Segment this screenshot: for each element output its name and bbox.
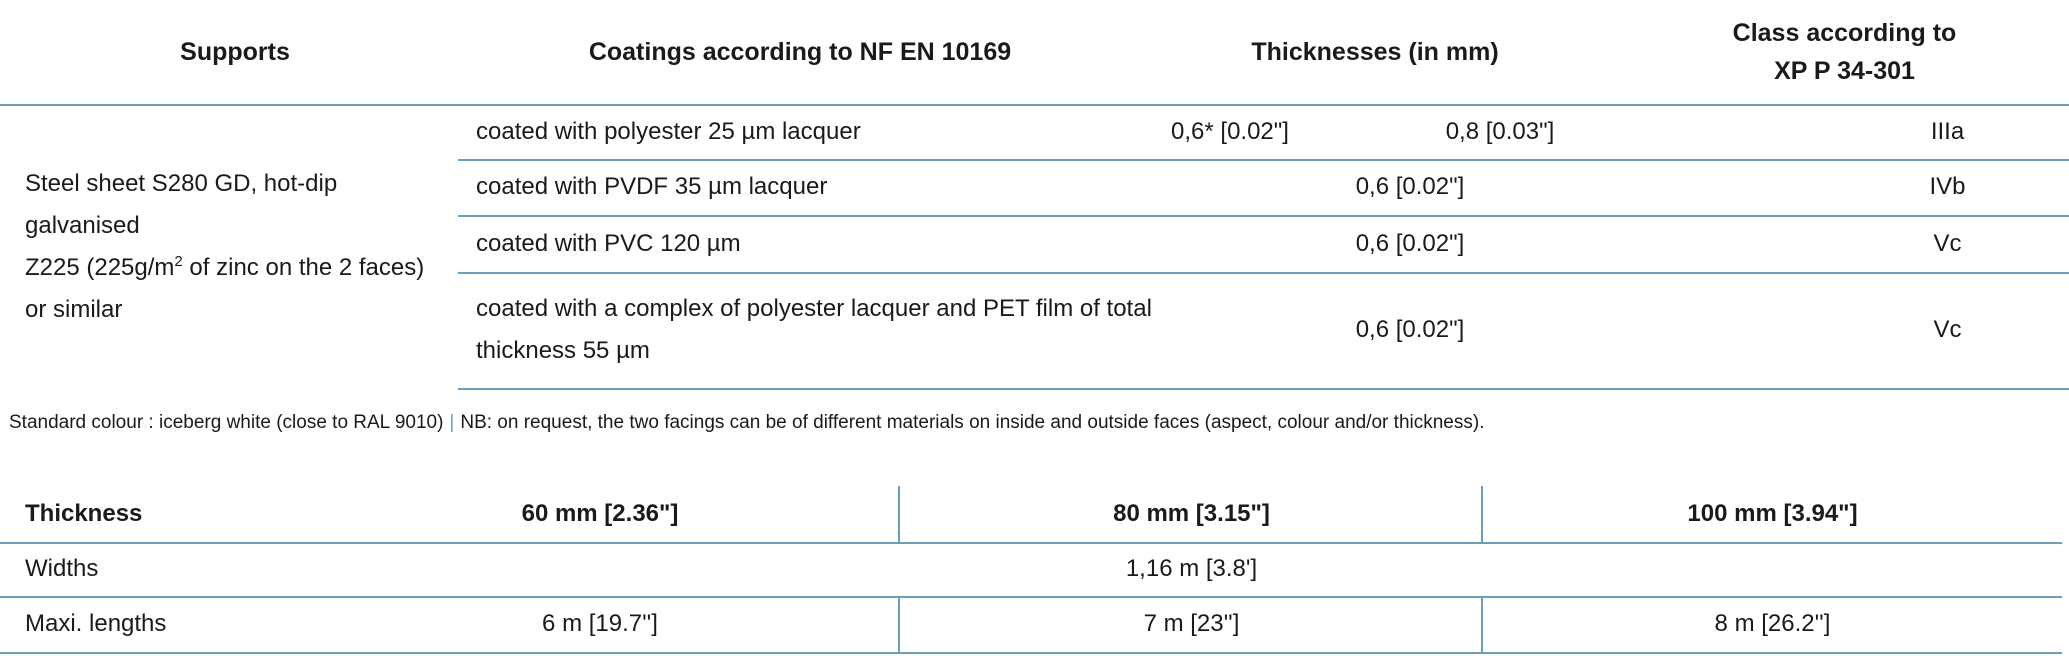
length-60-value: 6 m [19.7''] (542, 610, 658, 637)
header-thicknesses-text: Thicknesses (in mm) (1251, 38, 1499, 66)
lengths-row (0, 596, 2062, 654)
coating-line1: coated with a complex of polyester lacquer and PET film of total (476, 295, 1152, 322)
table-row (458, 159, 2069, 217)
standard-colour-note: Standard colour : iceberg white (close to RAL 9010) (9, 412, 444, 433)
dimensions-table (0, 486, 2069, 669)
support-description (25, 104, 455, 390)
column-divider (1481, 598, 1483, 654)
column-divider (898, 598, 900, 654)
nb-note: NB: on request, the two facings can be of different materials on inside and outside faces (aspect, colour and/or thickness). (460, 412, 1485, 433)
thickness-60-header: 60 mm [2.36"] (521, 500, 679, 527)
coating-line2: thickness 55 µm (476, 337, 650, 364)
support-line3: or similar (25, 296, 123, 323)
header-supports-text: Supports (180, 38, 290, 66)
support-line2 (25, 247, 455, 289)
thickness-label: Thickness (25, 500, 143, 527)
coating-cell (476, 272, 1156, 388)
table-row (458, 215, 2069, 274)
column-divider (1481, 486, 1483, 542)
thickness-80-header: 80 mm [3.15"] (1113, 500, 1270, 527)
widths-label: Widths (25, 555, 99, 582)
coatings-table-body (0, 104, 2069, 390)
lengths-label: Maxi. lengths (25, 610, 167, 637)
widths-value: 1,16 m [3.8'] (1125, 555, 1258, 582)
header-class (1620, 0, 2069, 104)
thickness-cell: 0,6 [0.02"] (1355, 229, 1465, 257)
length-100-value: 8 m [26.2''] (1714, 610, 1831, 637)
class-cell: Vc (1933, 316, 1962, 343)
thickness-cell: 0,8 [0.03"] (1445, 117, 1555, 145)
thickness-100-header: 100 mm [3.94"] (1687, 500, 1858, 527)
support-line1: Steel sheet S280 GD, hot-dip galvanised (25, 170, 338, 239)
coating-cell: coated with PVC 120 µm (476, 229, 741, 257)
coating-cell: coated with polyester 25 µm lacquer (476, 117, 861, 145)
footnote (9, 412, 1484, 434)
header-class-line1: Class according to (1732, 19, 1957, 47)
note-separator: | (449, 412, 455, 433)
header-class-line2: XP P 34-301 (1774, 57, 1915, 85)
coating-cell: coated with PVDF 35 µm lacquer (476, 173, 828, 200)
header-thicknesses (1130, 0, 1620, 104)
coatings-table-header (0, 0, 2069, 106)
support-line2-post: of zinc on the 2 faces) (182, 254, 425, 281)
class-cell: IVb (1929, 173, 1966, 200)
class-cell: Vc (1933, 229, 1962, 257)
support-line2-pre: Z225 (225g/m (25, 254, 175, 281)
widths-row (0, 542, 2062, 598)
dimensions-header-row (0, 486, 2062, 544)
thickness-cell: 0,6* [0.02"] (1171, 117, 1289, 145)
length-80-value: 7 m [23''] (1143, 610, 1240, 637)
support-superscript: 2 (174, 253, 183, 270)
header-coatings (470, 0, 1130, 104)
table-row (458, 104, 2069, 161)
thickness-cell: 0,6 [0.02"] (1355, 316, 1465, 343)
class-cell: IIIa (1930, 117, 1965, 145)
table-row (458, 272, 2069, 390)
column-divider (898, 486, 900, 542)
header-supports (0, 0, 470, 104)
header-coatings-text: Coatings according to NF EN 10169 (588, 38, 1012, 66)
thickness-cell: 0,6 [0.02"] (1355, 173, 1465, 200)
